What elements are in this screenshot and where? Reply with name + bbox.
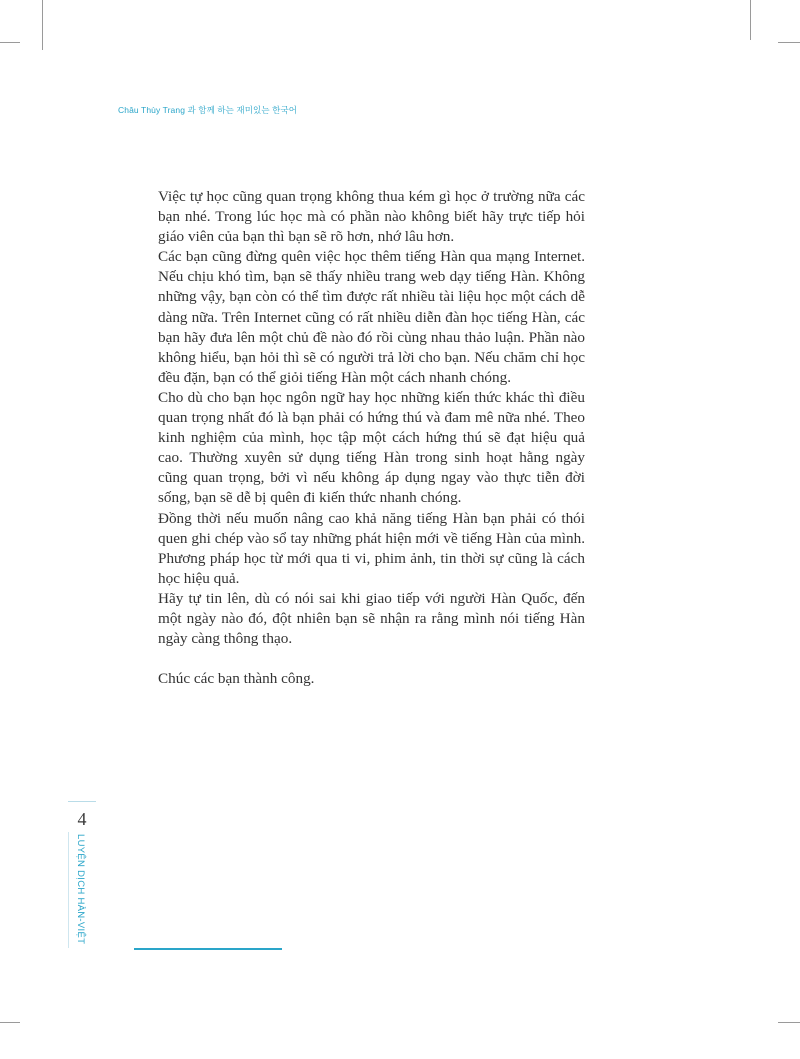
paragraph: Đồng thời nếu muốn nâng cao khả năng tiếng Hàn bạn phải có thói quen ghi chép vào sổ tay những phát hiện mới về tiếng Hàn của mình. Phương pháp học từ mới qua ti vi, phim ảnh, tin thời sự cũng là cách học hiệu quả.	[158, 509, 585, 587]
paragraph: Cho dù cho bạn học ngôn ngữ hay học những kiến thức khác thì điều quan trọng nhất đó là bạn phải có hứng thú và đam mê nữa nhé. Theo kinh nghiệm của mình, học tập một cách hứng thú sẽ đạt hiệu quả cao. Thường xuyên sử dụng tiếng Hàn trong sinh hoạt hằng ngày cũng quan trọng, bởi vì nếu không áp dụng ngay vào thực tiễn đời sống, bạn sẽ dễ bị quên đi kiến thức nhanh chóng.	[158, 388, 585, 507]
folio-vertical-rule	[68, 832, 69, 948]
body-text	[158, 187, 585, 689]
paragraph: Việc tự học cũng quan trọng không thua kém gì học ở trường nữa các bạn nhé. Trong lúc học mà có phần nào không biết hãy trực tiếp hỏi giáo viên của bạn thì bạn sẽ rõ hơn, nhớ lâu hơn.	[158, 188, 585, 246]
section-label: LUYỆN DỊCH HÀN-VIỆT	[75, 834, 86, 945]
crop-mark-right-bottom	[778, 1022, 800, 1023]
closing-line: Chúc các bạn thành công.	[158, 670, 315, 688]
crop-mark-top-left	[42, 0, 43, 50]
crop-mark-left-top	[0, 42, 20, 43]
running-head: Châu Thùy Trang 과 함께 하는 재미있는 한국어	[118, 105, 298, 115]
bottom-accent-rule	[134, 948, 282, 950]
crop-mark-right-top	[778, 42, 800, 43]
crop-mark-left-bottom	[0, 1022, 20, 1023]
page-number: 4	[77, 809, 87, 829]
crop-mark-top-right	[750, 0, 751, 40]
folio-divider	[68, 801, 96, 802]
paragraph: Hãy tự tin lên, dù có nói sai khi giao tiếp với người Hàn Quốc, đến một ngày nào đó, đột nhiên bạn sẽ nhận ra rằng mình nói tiếng Hàn ngày càng thông thạo.	[158, 589, 585, 648]
paragraph: Các bạn cũng đừng quên việc học thêm tiếng Hàn qua mạng Internet. Nếu chịu khó tìm, bạn sẽ thấy nhiều trang web dạy tiếng Hàn. Không những vậy, bạn còn có thể tìm được rất nhiều tài liệu học một cách dễ dàng nữa. Trên Internet cũng có rất nhiều diễn đàn học tiếng Hàn, các bạn hãy đưa lên một chủ đề nào đó rồi cùng nhau thảo luận. Phần nào không hiểu, bạn hỏi thì sẽ có người trả lời cho bạn. Nếu chăm chỉ học đều đặn, bạn có thể giỏi tiếng Hàn một cách nhanh chóng.	[158, 248, 585, 386]
